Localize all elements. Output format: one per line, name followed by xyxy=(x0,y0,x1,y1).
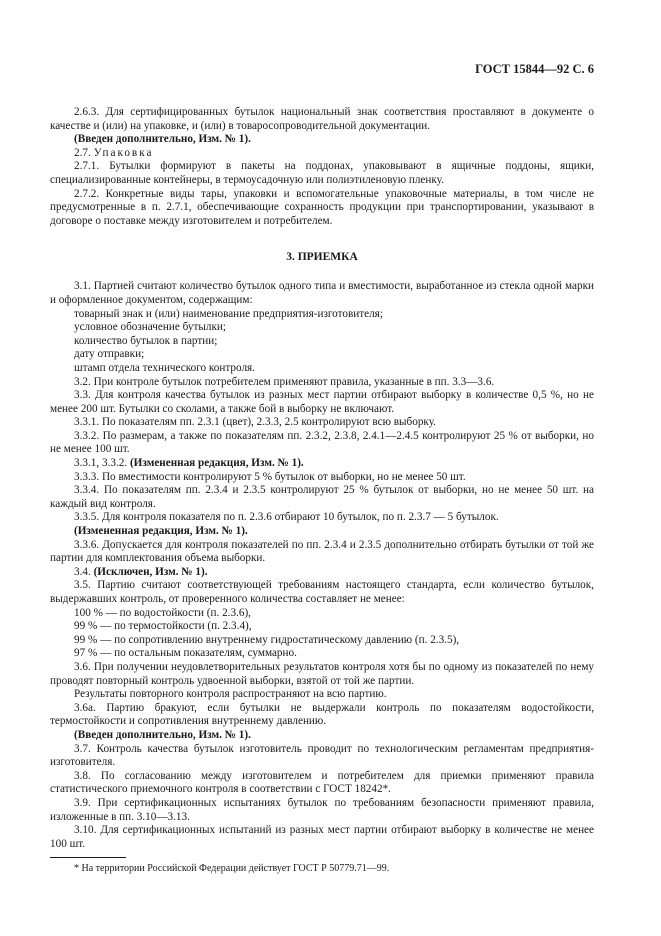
clause-3-3: 3.3. Для контроля качества бутылок из разных мест партии отбирают выборку в количестве 0,5 %, но не менее 200 шт. Бутылки со сколами, а также бой в выборку не включают. xyxy=(50,389,594,415)
list-item: 97 % — по остальным показателям, суммарно. xyxy=(74,647,297,660)
footnote: * На территории Российской Федерации действует ГОСТ Р 50779.71—99. xyxy=(74,863,390,875)
clause-3-8: 3.8. По согласованию между изготовителем и потребителем для приемки применяют правила статистического приемочного контроля в соответствии с ГОСТ 18242*. xyxy=(50,769,594,796)
clause-3-3-3: 3.3.3. По вместимости контролируют 5 % бутылок от выборки, но не менее 50 шт. xyxy=(74,470,466,483)
clause-3-6: 3.6. При получении неудовлетворительных результатов контроля хотя бы по одному из показателей по нему проводят повторный контроль удвоенной выборки, взятой от той же партии. xyxy=(50,660,594,687)
list-item: 100 % — по водостойкости (п. 2.3.6), xyxy=(74,606,251,619)
clause-2-6-3: 2.6.3. Для сертифицированных бутылок национальный знак соответствия проставляют в документе о качестве и (или) на упаковке, и (или) в товаросопроводительной документации. xyxy=(50,106,594,132)
clause-3-2: 3.2. При контроле бутылок потребителем применяют правила, указанные в пп. 3.3—3.6. xyxy=(74,375,495,388)
clause-number: 3.4. xyxy=(74,565,91,578)
list-item: условное обозначение бутылки; xyxy=(74,321,227,334)
clause-3-4 xyxy=(50,566,594,580)
clause-2-7-heading xyxy=(50,147,594,161)
clause-3-10: 3.10. Для сертификационных испытаний из разных мест партии отбирают выборку в количестве не менее 100 шт. xyxy=(50,824,594,850)
list-item: товарный знак и (или) наименование предприятия-изготовителя; xyxy=(74,307,383,320)
list-item: количество бутылок в партии; xyxy=(74,334,218,347)
amendment-note: (Измененная редакция, Изм. № 1). xyxy=(74,525,248,538)
clause-3-7: 3.7. Контроль качества бутылок изготовитель проводит по технологическим регламентам предприятия-изготовителя. xyxy=(50,742,594,769)
clause-3-3-1: 3.3.1. По показателям пп. 2.3.1 (цвет), 2.3.3, 2.5 контролируют всю выборку. xyxy=(74,416,436,429)
clause-3-3-4: 3.3.4. По показателям пп. 2.3.4 и 2.3.5 контролируют 25 % бутылок от выборки, но не менее 50 шт. на каждый вид контроля. xyxy=(50,484,594,510)
section-title: 3. ПРИЕМКА xyxy=(286,251,358,264)
clause-3-6a: 3.6а. Партию бракуют, если бутылки не выдержали контроль по показателям водостойкости, термостойкости и сопротивления внутреннему давлению. xyxy=(50,701,594,728)
clause-3-6-result: Результаты повторного контроля распространяют на всю партию. xyxy=(74,688,387,701)
page-header: ГОСТ 15844—92 С. 6 xyxy=(475,62,594,76)
amendment-note: (Введен дополнительно, Изм. № 1). xyxy=(74,133,251,146)
list-item: дату отправки; xyxy=(74,348,145,361)
page-content xyxy=(50,62,594,875)
clause-3-1: 3.1. Партией считают количество бутылок одного типа и вместимости, выработанное из стекла одной марки и оформленное документом, содержащим: xyxy=(50,280,594,306)
clause-number: 3.3.1, 3.3.2. xyxy=(74,457,128,470)
list-item: штамп отдела технического контроля. xyxy=(74,361,255,374)
clause-3-3-5: 3.3.5. Для контроля показателя по п. 2.3.6 отбирают 10 бутылок, по п. 2.3.7 — 5 бутылок. xyxy=(74,511,499,524)
clause-3-3-6: 3.3.6. Допускается для контроля показателей по пп. 2.3.4 и 2.3.5 дополнительно отбирать бутылки от той же партии для комплектования объема выборки. xyxy=(50,538,594,565)
amendment-note: (Введен дополнительно, Изм. № 1). xyxy=(74,728,251,741)
amendment-note: (Измененная редакция, Изм. № 1). xyxy=(129,457,304,470)
clause-number: 2.7. xyxy=(74,146,91,159)
clause-3-9: 3.9. При сертификационных испытаниях бутылок по требованиям безопасности применяют правила, изложенные в пп. 3.10—3.13. xyxy=(50,796,594,823)
clause-2-7-1: 2.7.1. Бутылки формируют в пакеты на поддонах, упаковывают в ящичные поддоны, ящики, специализированные контейнеры, в термоусадочную или полиэтиленовую пленку. xyxy=(50,160,594,186)
list-item: 99 % — по термостойкости (п. 2.3.4), xyxy=(74,620,252,633)
clause-title: Упаковка xyxy=(93,146,154,159)
list-item: 99 % — по сопротивлению внутреннему гидростатическому давлению (п. 2.3.5), xyxy=(74,633,460,646)
amendment-note: (Исключен, Изм. № 1). xyxy=(93,565,208,578)
clause-3-5: 3.5. Партию считают соответствующей требованиям настоящего стандарта, если количество бутылок, выдержавших контроль, от проверенного количества составляет не менее: xyxy=(50,579,594,605)
footnote-divider xyxy=(50,857,126,858)
clause-3-3-x-note xyxy=(50,457,594,471)
clause-2-7-2: 2.7.2. Конкретные виды тары, упаковки и вспомогательные упаковочные материалы, в том числе не предусмотренные в п. 2.7.1, обеспечивающие сохранность продукции при транспортировании, указывают в договоре о поставке между изготовителем и потребителем. xyxy=(50,187,594,227)
clause-3-3-2: 3.3.2. По размерам, а также по показателям пп. 2.3.2, 2.3.8, 2.4.1—2.4.5 контролируют 25 % от выборки, но не менее 100 шт. xyxy=(50,429,594,456)
